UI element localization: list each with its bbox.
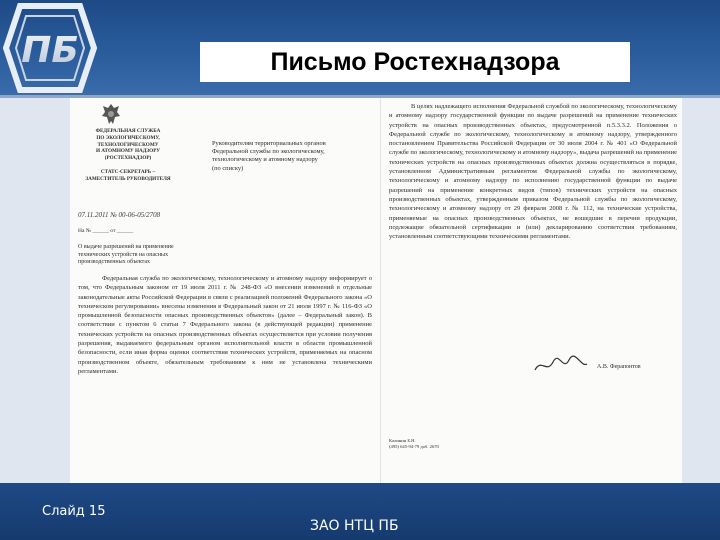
company-name: ЗАО НТЦ ПБ <box>310 518 399 534</box>
letter-body-part-2: В целях надлежащего исполнения Федеральной службой по экологическому, технологическому и атомному надзору государственной функции по выдаче разрешений на применение технических устройств на опасных производственных объектах, предусмотренной п.5.3.3.2. Положения о Федеральной службе по экологическому, технологическому и атомному надзору, утвержденного постановлением Правительства Российской Федерации от 30 июля 2004 г. № 401 «О Федеральной службе по экологическому, технологическому и атомному надзору», выдача разрешений на применение технических устройств на опасных производственных объектах должна осуществляться в порядке, установленном Административным регламентом Федеральной службы по экологическому, технологическому и атомному надзору по исполнению государственной функции по выдаче разрешений на применение конкретных видов (типов) технических устройств на опасных производственных объектах, утвержденным приказом Федеральной службы по экологическому, технологическому и атомному надзору от 29 февраля 2008 г. № 112, на технические устройства, применяемые на опасных производственных объектах, не вошедшие в перечни продукции, подлежащие обязательной сертификации и (или) декларированию соответствия требованиям, установленным соответствующими техническими регламентами. <box>389 103 677 241</box>
registration-number: 07.11.2011 № 00-06-05/2708 <box>78 211 161 219</box>
background-panel-right <box>682 98 720 483</box>
signatory-name: А.В. Ферапонтов <box>597 364 641 370</box>
slide-number: Слайд 15 <box>42 504 106 519</box>
letter-subject: О выдаче разрешений на применение технических устройств на опасных производственных объектах <box>78 244 174 266</box>
executor-note: Калинин Б.Н. (495) 645-94-79 доб. 2670 <box>389 438 439 449</box>
reference-number: На № ______ от ______ <box>78 228 134 234</box>
letter-page-2 <box>381 98 682 483</box>
signature-icon <box>531 354 591 376</box>
background-panel-left <box>0 98 70 483</box>
letter-body-part-1: Федеральная служба по экологическому, технологическому и атомному надзору информирует о том, что Федеральным законом от 19 июля 2011 г. № 248-ФЗ «О внесении изменений в отдельные законодательные акты Российской Федерации в связи с реализацией положений Федерального закона «О техническом регулировании» внесены изменения в Федеральный закон от 21 июля 1997 г. № 116-ФЗ «О промышленной безопасности опасных производственных объектов» (далее – Федеральный закон). В соответствии с пунктом 6 статьи 7 Федерального закона (в действующей редакции) применение технических устройств на опасных производственных объектах осуществляется при условии получения разрешения, выдаваемого федеральным органом исполнительной власти в области промышленной безопасности, если иная форма оценки соответствия технических устройств, применяемых на опасном производственном объекте, обязательным требованиям к ним не установлена техническими регламентами. <box>78 275 372 375</box>
letter-page-1 <box>70 98 381 483</box>
sender-org-block: ФЕДЕРАЛЬНАЯ СЛУЖБА ПО ЭКОЛОГИЧЕСКОМУ, ТЕХНОЛОГИЧЕСКОМУ И АТОМНОМУ НАДЗОРУ (РОСТЕХНАДЗОР) СТАТС-СЕКРЕТАРЬ – ЗАМЕСТИТЕЛЬ РУКОВОДИТЕЛЯ <box>85 128 171 182</box>
logo-text: ПБ <box>21 30 79 71</box>
slide-title: Письмо Ростехнадзора <box>200 42 630 82</box>
recipient-block: Руководителям территориальных органов Федеральной службы по экологическому, технологическому и атомному надзору (по списку) <box>212 140 326 172</box>
state-emblem-icon <box>100 102 122 126</box>
company-logo-icon <box>2 2 98 94</box>
